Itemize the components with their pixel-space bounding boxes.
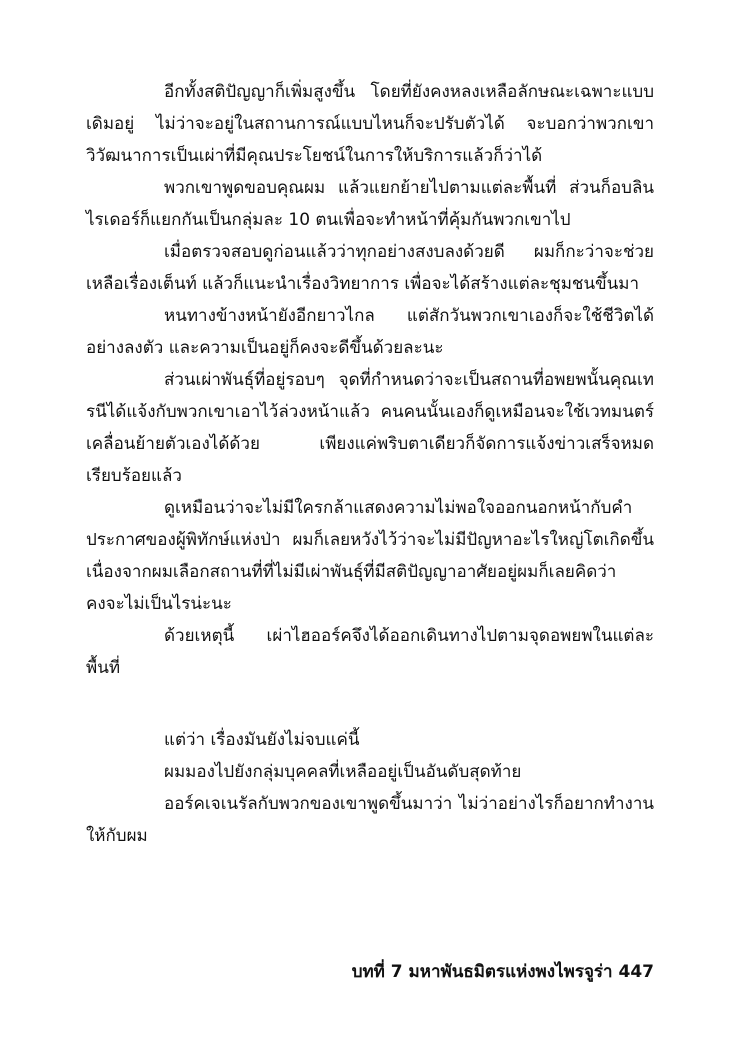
- paragraph: ด้วยเหตุนี้ เผ่าไฮออร์คจึงได้ออกเดินทางไปตามจุดอพยพในแต่ละพื้นที่: [86, 626, 654, 678]
- paragraph: แต่ว่า เรื่องมันยังไม่จบแค่นี้: [164, 730, 360, 750]
- paragraph: เมื่อตรวจสอบดูก่อนแล้วว่าทุกอย่างสงบลงด้วยดี ผมก็กะว่าจะช่วยเหลือเรื่องเต็นท์ แล้วก็แนะนำเรื่องวิทยาการ เพื่อจะได้สร้างแต่ละชุมชนขึ้นมา: [86, 242, 654, 294]
- paragraph: อีกทั้งสติปัญญาก็เพิ่มสูงขึ้น โดยที่ยังคงหลงเหลือลักษณะเฉพาะแบบเดิมอยู่ ไม่ว่าจะอยู่ในสถานการณ์แบบไหนก็จะปรับตัวได้ จะบอกว่าพวกเขาวิวัฒนาการเป็นเผ่าที่มีคุณประโยชน์ในการให้บริการแล้วก็ว่าได้: [86, 82, 654, 166]
- paragraph: ผมมองไปยังกลุ่มบุคคลที่เหลืออยู่เป็นอันดับสุดท้าย: [164, 762, 522, 782]
- paragraph: ส่วนเผ่าพันธุ์ที่อยู่รอบๆ จุดที่กำหนดว่าจะเป็นสถานที่อพยพนั้นคุณเทรนีได้แจ้งกับพวกเขาเอาไว้ล่วงหน้าแล้ว คนคนนั้นเองก็ดูเหมือนจะใช้เวทมนตร์เคลื่อนย้ายตัวเองได้ด้วย เพียงแค่พริบตาเดียวก็จัดการแจ้งข่าวเสร็จหมดเรียบร้อยแล้ว: [86, 370, 654, 486]
- paragraph: ออร์คเจเนรัลกับพวกของเขาพูดขึ้นมาว่า ไม่ว่าอย่างไรก็อยากทำงานให้กับผม: [86, 794, 654, 846]
- paragraph: ดูเหมือนว่าจะไม่มีใครกล้าแสดงความไม่พอใจออกนอกหน้ากับคำประกาศของผู้พิทักษ์แห่งป่า ผมก็เลยหวังไว้ว่าจะไม่มีปัญหาอะไรใหญ่โตเกิดขึ้น เนื่องจากผมเลือกสถานที่ที่ไม่มีเผ่าพันธุ์ที่มีสติปัญญาอาศัยอยู่ผมก็เลยคิดว่าคงจะไม่เป็นไรน่ะนะ: [86, 498, 654, 614]
- body-text: [86, 76, 654, 852]
- paragraph: พวกเขาพูดขอบคุณผม แล้วแยกย้ายไปตามแต่ละพื้นที่ ส่วนก็อบลินไรเดอร์ก็แยกกันเป็นกลุ่มละ 10 ตนเพื่อจะทำหน้าที่คุ้มกันพวกเขาไป: [86, 178, 654, 230]
- page-footer: บทที่ 7 มหาพันธมิตรแห่งพงไพรจูร่า 447: [351, 962, 654, 982]
- paragraph: หนทางข้างหน้ายังอีกยาวไกล แต่สักวันพวกเขาเองก็จะใช้ชีวิตได้อย่างลงตัว และความเป็นอยู่ก็คงจะดีขึ้นด้วยละนะ: [86, 306, 654, 358]
- section-break: [86, 684, 654, 724]
